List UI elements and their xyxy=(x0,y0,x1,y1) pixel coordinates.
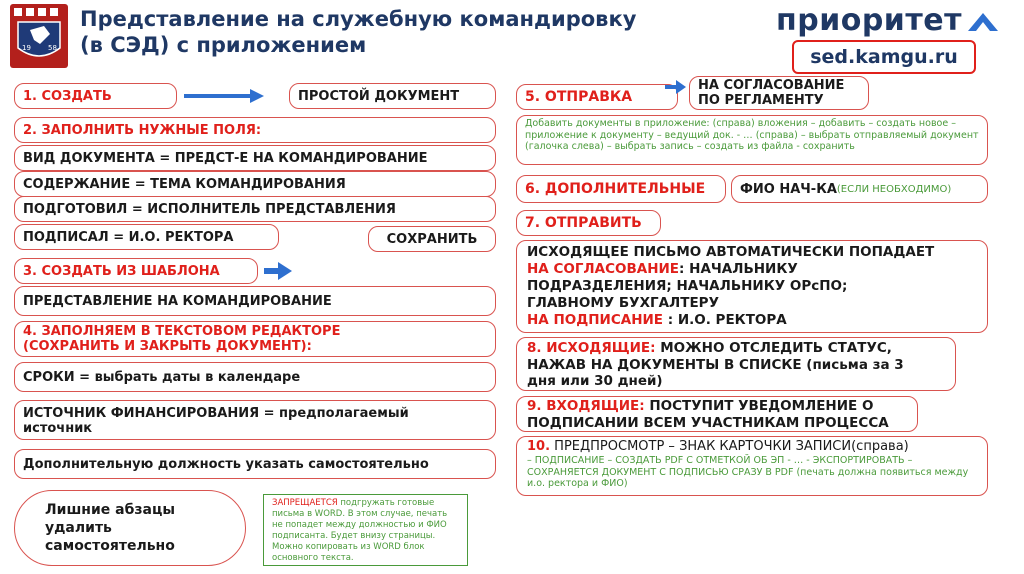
logo-emblem-icon xyxy=(10,4,68,68)
arrow-right-small-icon xyxy=(665,80,687,94)
field-signed xyxy=(14,224,279,250)
field-doc-type-text: ВИД ДОКУМЕНТА = ПРЕДСТ-Е НА КОМАНДИРОВАНИЕ xyxy=(23,150,428,166)
logo-year-right: 58 xyxy=(48,44,57,52)
terms-text: СРОКИ = выбрать даты в календаре xyxy=(23,369,301,385)
step-4-line-2: (СОХРАНИТЬ И ЗАКРЫТЬ ДОКУМЕНТ): xyxy=(23,339,312,354)
step-9-line-1-rest: ПОСТУПИТ УВЕДОМЛЕНИЕ О xyxy=(644,398,874,414)
head-name-field xyxy=(731,175,988,203)
attachment-instructions xyxy=(516,115,988,165)
step-9-incoming xyxy=(516,396,918,432)
outgoing-letter-info xyxy=(516,240,988,333)
outgoing-line-3: ПОДРАЗДЕЛЕНИЯ; НАЧАЛЬНИКУ ОРсПО; xyxy=(527,278,848,294)
field-signed-text: ПОДПИСАЛ = И.О. РЕКТОРА xyxy=(23,229,234,245)
step-6-label: 6. ДОПОЛНИТЕЛЬНЫЕ xyxy=(525,180,706,197)
step-5-label: 5. ОТПРАВКА xyxy=(525,88,633,105)
save-button[interactable] xyxy=(368,226,496,252)
terms-field xyxy=(14,362,496,392)
step-7-send xyxy=(516,210,661,236)
approval-line-2: ПО РЕГЛАМЕНТУ xyxy=(698,93,824,108)
outgoing-line-1: ИСХОДЯЩЕЕ ПИСЬМО АВТОМАТИЧЕСКИ ПОПАДАЕТ xyxy=(527,244,935,260)
funding-line-2: источник xyxy=(23,421,93,436)
extra-paragraphs-note xyxy=(14,490,246,566)
outgoing-agree: НА СОГЛАСОВАНИЕ xyxy=(527,261,680,277)
step-10-preview xyxy=(516,436,988,496)
step-10-note: – ПОДПИСАНИЕ – СОЗДАТЬ PDF С ОТМЕТКОЙ ОБ ЭП - … - ЭКСПОРТИРОВАТЬ – СОХРАНЯЕТСЯ ДОКУМЕНТ С ПОДПИСЬЮ СРАЗУ В PDF (печать должна появиться между и.о. ректора и ФИО) xyxy=(527,455,969,489)
logo-year-left: 19 xyxy=(22,44,31,52)
step-3-label: 3. СОЗДАТЬ ИЗ ШАБЛОНА xyxy=(23,263,220,279)
field-content xyxy=(14,171,496,197)
site-link[interactable] xyxy=(792,40,976,74)
template-name-text: ПРЕДСТАВЛЕНИЕ НА КОМАНДИРОВАНИЕ xyxy=(23,293,332,309)
step-8-line-1 xyxy=(527,340,945,357)
outgoing-line-2-rest: : НАЧАЛЬНИКУ xyxy=(679,261,798,277)
title-line-1: Представление на служебную командировку xyxy=(80,7,637,31)
title-line-2: (в СЭД) с приложением xyxy=(80,33,367,57)
warning-prefix: ЗАПРЕЩАЕТСЯ xyxy=(272,498,338,508)
arrow-right-small-icon xyxy=(264,262,294,280)
site-url[interactable]: sed.kamgu.ru xyxy=(810,46,958,68)
step-9-label: 9. ВХОДЯЩИЕ: xyxy=(527,398,645,414)
page-title xyxy=(80,6,720,58)
word-warning-note xyxy=(263,494,468,566)
step-8-line-2: НАЖАВ НА ДОКУМЕНТЫ В СПИСКЕ (письма за 3 xyxy=(527,356,904,373)
outgoing-line-2 xyxy=(527,261,977,278)
head-name-text: ФИО НАЧ-КА xyxy=(740,181,837,197)
template-name xyxy=(14,286,496,316)
outgoing-line-4: ГЛАВНОМУ БУХГАЛТЕРУ xyxy=(527,295,719,311)
step-10-title-line xyxy=(527,439,977,455)
step-6-additional xyxy=(516,175,726,203)
step-5-send xyxy=(516,84,678,110)
step-7-label: 7. ОТПРАВИТЬ xyxy=(525,214,642,231)
step-8-line-1-rest: МОЖНО ОТСЛЕДИТЬ СТАТУС, xyxy=(655,340,892,356)
step-1-label: 1. СОЗДАТЬ xyxy=(23,88,112,104)
save-button-label[interactable]: СОХРАНИТЬ xyxy=(386,231,478,247)
step-9-line-2: ПОДПИСАНИИ ВСЕМ УЧАСТНИКАМ ПРОЦЕССА xyxy=(527,414,889,431)
step-4-editor xyxy=(14,321,496,357)
step-2-label: 2. ЗАПОЛНИТЬ НУЖНЫЕ ПОЛЯ: xyxy=(23,122,262,138)
step-9-line-1 xyxy=(527,398,907,415)
head-name-note: (ЕСЛИ НЕОБХОДИМО) xyxy=(836,183,952,195)
field-doc-type xyxy=(14,145,496,171)
step-8-line-3: дня или 30 дней) xyxy=(527,373,663,389)
position-text: Дополнительную должность указать самостоятельно xyxy=(23,456,429,472)
step-3-template xyxy=(14,258,258,284)
extra-paragraphs-text: Лишние абзацы удалить самостоятельно xyxy=(45,502,175,554)
step-4-line-1: 4. ЗАПОЛНЯЕМ В ТЕКСТОВОМ РЕДАКТОРЕ xyxy=(23,324,341,339)
field-content-text: СОДЕРЖАНИЕ = ТЕМА КОМАНДИРОВАНИЯ xyxy=(23,176,346,192)
university-logo xyxy=(10,4,68,68)
step-1-create xyxy=(14,83,177,109)
approval-route xyxy=(689,76,869,110)
outgoing-sign: НА ПОДПИСАНИЕ xyxy=(527,312,664,328)
step-2-fill xyxy=(14,117,496,143)
field-prepared xyxy=(14,196,496,222)
position-field xyxy=(14,449,496,479)
attachment-text: Добавить документы в приложение: (справа) вложения – добавить – создать новое – приложение к документу – ведущий док. - … (справа) – выбрать отправляемый документ (галочка слева) – выбрать запись – создать из файла - сохранить xyxy=(525,118,979,152)
step-10-label: 10. xyxy=(527,439,551,454)
warning-text: подгружать готовые письма в WORD. В этом случае, печать не попадет между должностью и ФИО подписанта. Будет внизу страницы. Можно копировать из WORD блок основного текста. xyxy=(272,498,448,563)
approval-line-1: НА СОГЛАСОВАНИЕ xyxy=(698,78,845,93)
simple-document xyxy=(289,83,496,109)
brand-logo xyxy=(776,2,1016,38)
field-prepared-text: ПОДГОТОВИЛ = ИСПОЛНИТЕЛЬ ПРЕДСТАВЛЕНИЯ xyxy=(23,201,396,217)
step-8-outgoing xyxy=(516,337,956,391)
funding-line-1: ИСТОЧНИК ФИНАНСИРОВАНИЯ = предполагаемый xyxy=(23,406,409,421)
arrow-right-icon xyxy=(184,88,266,104)
step-8-label: 8. ИСХОДЯЩИЕ: xyxy=(527,340,656,356)
outgoing-line-5-rest: : И.О. РЕКТОРА xyxy=(663,312,787,328)
brand-chevron-icon xyxy=(966,7,1000,33)
outgoing-line-5 xyxy=(527,312,977,329)
brand-name: приоритет xyxy=(776,2,962,38)
simple-document-label: ПРОСТОЙ ДОКУМЕНТ xyxy=(298,88,460,104)
funding-field xyxy=(14,400,496,440)
step-10-title: ПРЕДПРОСМОТР – ЗНАК КАРТОЧКИ ЗАПИСИ(справа) xyxy=(550,439,909,454)
